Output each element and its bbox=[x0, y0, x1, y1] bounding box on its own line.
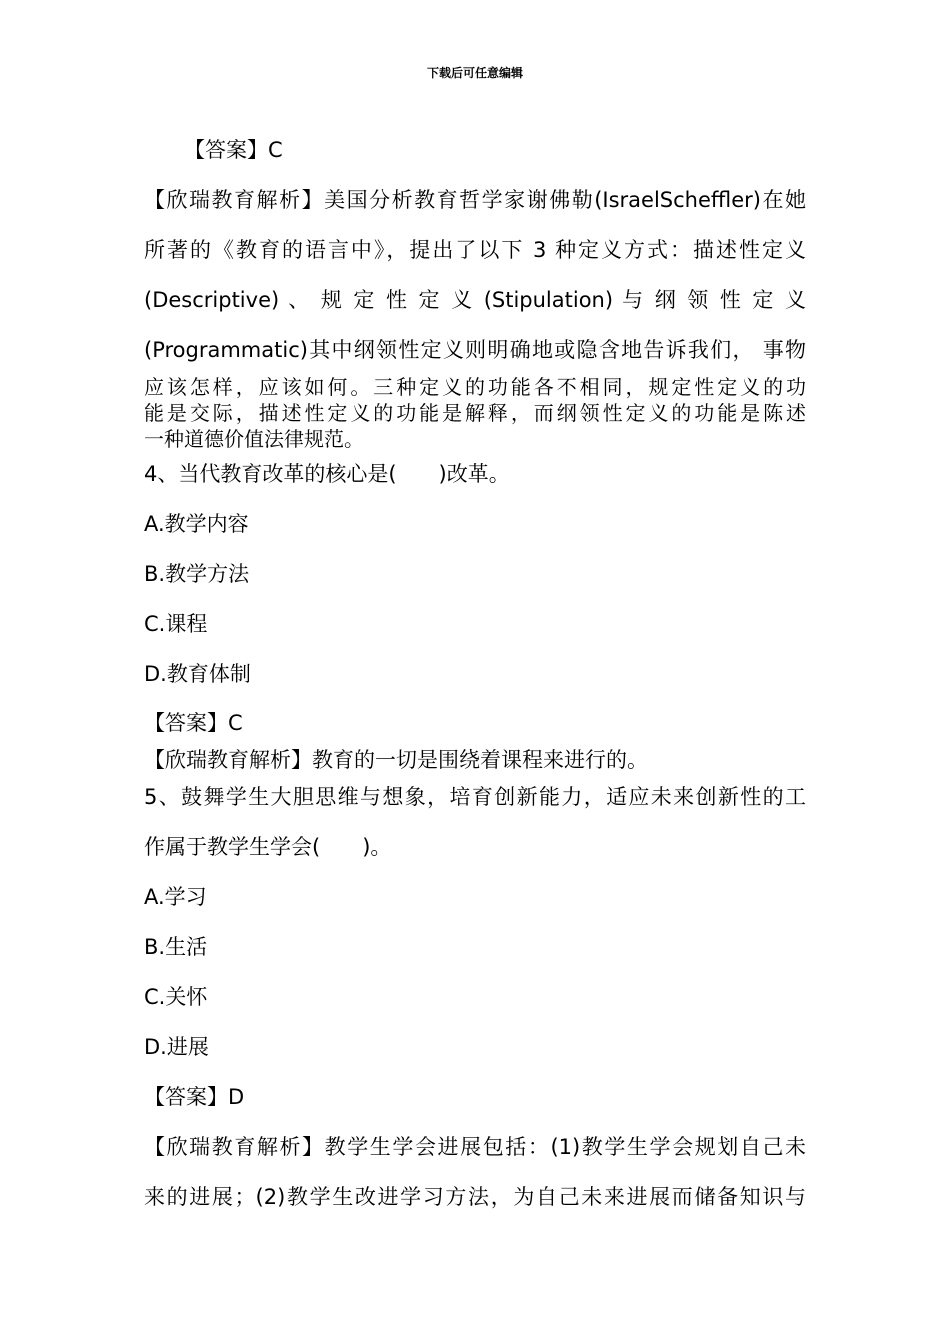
question-5-cont: 作属于教学生学会( )。 bbox=[144, 835, 392, 859]
option-a: A.教学内容 bbox=[144, 512, 249, 536]
option-c: C.关怀 bbox=[144, 985, 208, 1009]
explanation-line: 一种道德价值法律规范。 bbox=[144, 427, 364, 451]
answer-line: 【答案】C bbox=[144, 711, 243, 735]
explanation-line: 所著的《教育的语言中》，提出了以下 3 种定义方式：描述性定义 bbox=[144, 238, 806, 262]
explanation-line: (Programmatic)其中纲领性定义则明确地或隐含地告诉我们， 事物 bbox=[144, 338, 806, 362]
option-b: B.教学方法 bbox=[144, 562, 250, 586]
explanation-line: 能是交际，描述性定义的功能是解释，而纲领性定义的功能是陈述 bbox=[144, 401, 806, 425]
explanation-line: 来的进展；(2)教学生改进学习方法，为自己未来进展而储备知识与 bbox=[144, 1185, 806, 1209]
page-header: 下载后可任意编辑 bbox=[426, 66, 523, 80]
option-d: D.教育体制 bbox=[144, 662, 251, 686]
question-5: 5、鼓舞学生大胆思维与想象，培育创新能力，适应未来创新性的工 bbox=[144, 785, 806, 809]
question-4: 4、当代教育改革的核心是( )改革。 bbox=[144, 462, 510, 486]
explanation-line: 【欣瑞教育解析】美国分析教育哲学家谢佛勒(IsraelScheffler)在她 bbox=[144, 188, 806, 212]
answer-line: 【答案】C bbox=[184, 138, 283, 162]
option-d: D.进展 bbox=[144, 1035, 209, 1059]
answer-line: 【答案】D bbox=[144, 1085, 245, 1109]
option-a: A.学习 bbox=[144, 885, 207, 909]
explanation-line: 【欣瑞教育解析】教学生学会进展包括：(1)教学生学会规划自己未 bbox=[144, 1135, 806, 1159]
explanation-line: 应该怎样，应该如何。三种定义的功能各不相同，规定性定义的功 bbox=[144, 375, 806, 399]
explanation-line: 【欣瑞教育解析】教育的一切是围绕着课程来进行的。 bbox=[144, 748, 648, 772]
option-c: C.课程 bbox=[144, 612, 208, 636]
option-b: B.生活 bbox=[144, 935, 208, 959]
explanation-line: (Descriptive) 、 规 定 性 定 义 (Stipulation) 与 纲 领 性 定 义 bbox=[144, 288, 806, 312]
